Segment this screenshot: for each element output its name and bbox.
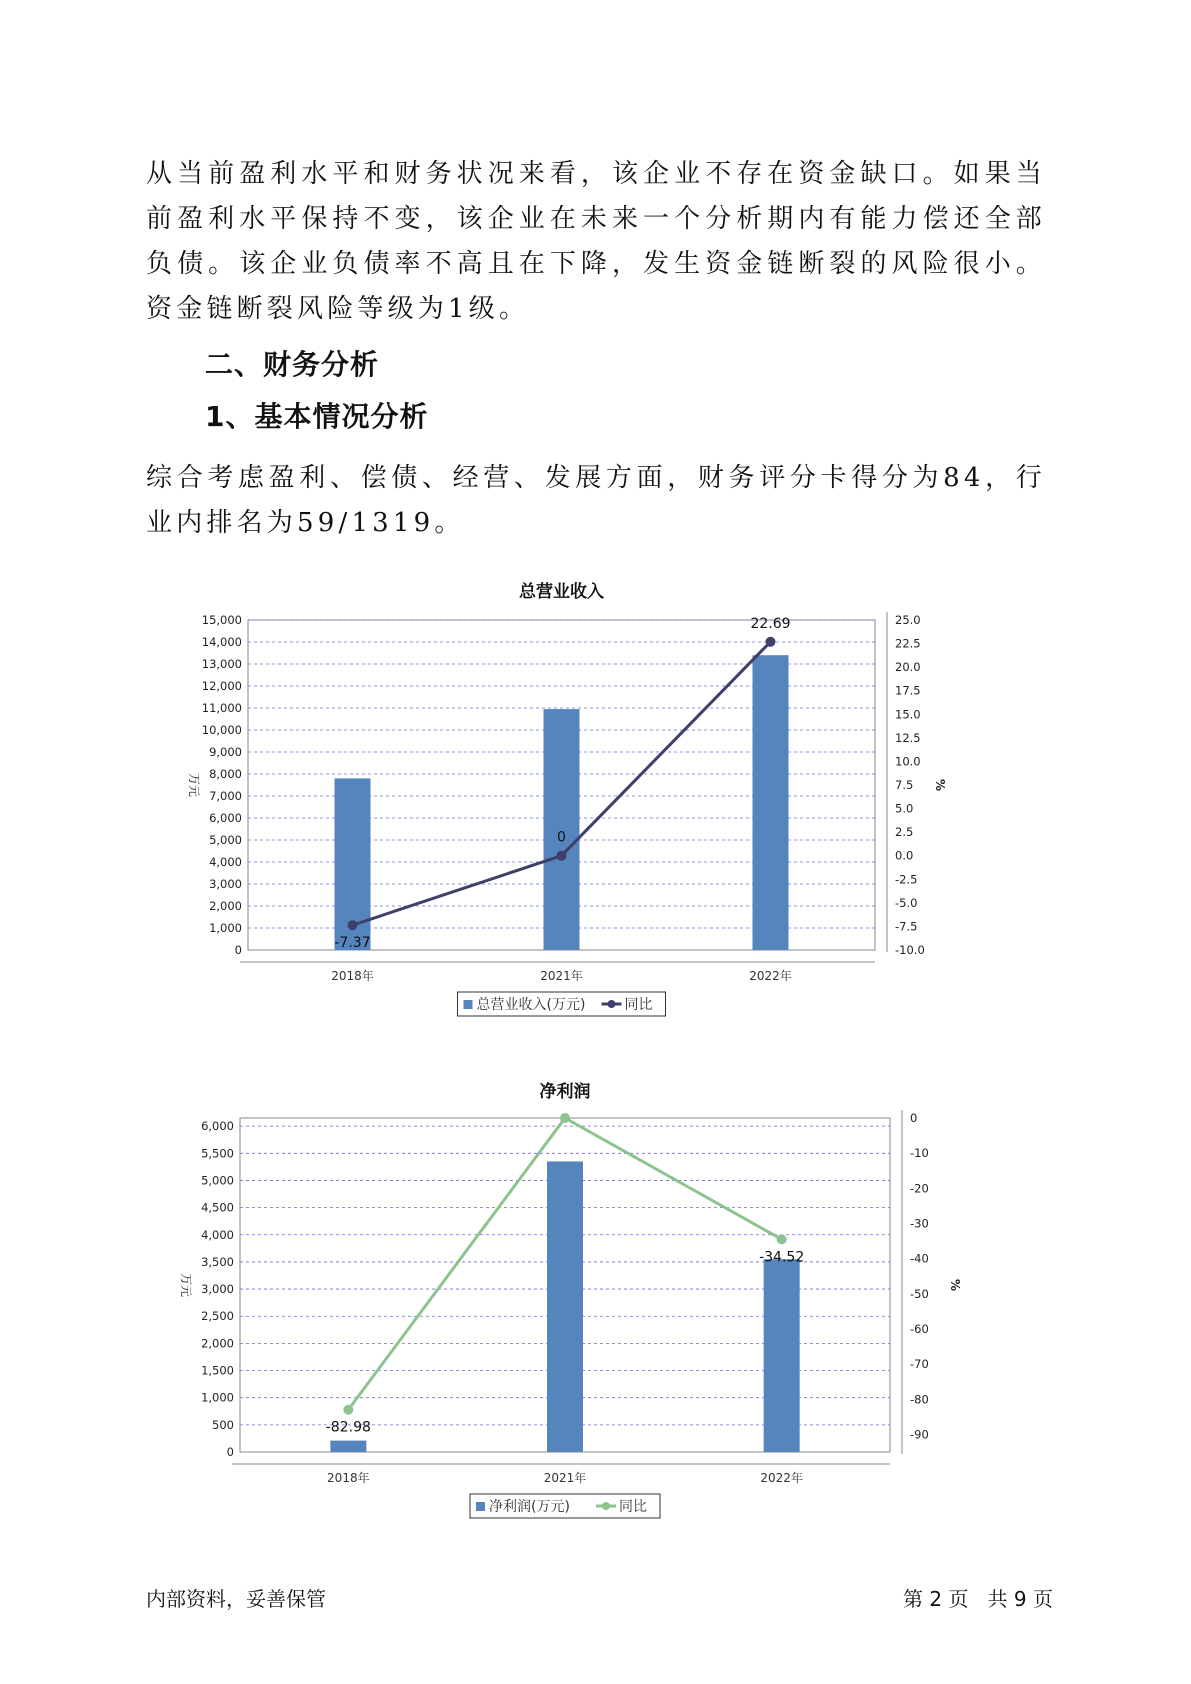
legend-bar-swatch [476,1502,485,1511]
y-tick-label: 2,500 [201,1309,234,1324]
y-tick-label: 2,000 [209,899,242,913]
bar [547,1161,583,1452]
y-tick-label: 3,000 [201,1282,234,1297]
y-tick-label: 3,500 [201,1254,234,1269]
legend-line-label: 同比 [619,1499,647,1515]
x-tick-label: 2018年 [331,969,374,983]
legend-line-label: 同比 [624,997,653,1013]
y2-tick-label: -60 [910,1321,929,1336]
data-label: -82.98 [325,1419,371,1436]
y2-axis-label: % [948,1278,962,1292]
legend-line-marker [602,1502,610,1510]
yoy-point [348,920,358,930]
y-tick-label: 11,000 [201,701,242,715]
x-tick-label: 2022年 [760,1471,803,1485]
y-tick-label: 6,000 [201,1119,234,1134]
y-tick-label: 1,000 [201,1390,234,1405]
y-tick-label: 5,000 [201,1173,234,1188]
y-tick-label: 4,500 [201,1200,234,1215]
x-tick-label: 2018年 [327,1471,370,1485]
legend-bar-swatch [464,1000,473,1009]
bar [753,655,789,950]
y2-tick-label: -7.5 [895,919,918,934]
y-tick-label: 0 [226,1445,234,1459]
y2-tick-label: 7.5 [895,778,914,792]
y-tick-label: 1,500 [201,1363,234,1378]
y2-tick-label: -50 [910,1286,929,1301]
y2-tick-label: 22.5 [895,636,921,651]
footer-confidential: 内部资料，妥善保管 [146,1587,326,1611]
x-tick-label: 2022年 [749,969,792,983]
y2-tick-label: 20.0 [895,660,921,675]
y2-tick-label: 10.0 [895,754,921,769]
y-tick-label: 8,000 [209,767,242,781]
y-tick-label: 9,000 [209,745,242,759]
y-tick-label: 3,000 [209,877,242,891]
chart-title: 总营业收入 [519,582,604,602]
bar [764,1259,800,1452]
subsection-heading: 1、基本情况分析 [205,400,429,433]
paragraph-cash-risk: 从当前盈利水平和财务状况来看，该企业不存在资金缺口。如果当前盈利水平保持不变，该企业在未来一个分析期内有能力偿还全部负债。该企业负债率不高且在下降，发生资金链断裂的风险很小。资金链断裂风险等级为1级。 [146,159,1046,324]
y2-tick-label: -40 [910,1251,929,1266]
y-tick-label: 10,000 [201,723,242,737]
y-tick-label: 6,000 [209,811,242,825]
y2-tick-label: -10 [910,1146,929,1161]
y-tick-label: 5,500 [201,1146,234,1161]
paragraph-score: 综合考虑盈利、偿债、经营、发展方面，财务评分卡得分为84，行业内排名为59/1319。 [146,463,1046,538]
y2-tick-label: -90 [910,1427,929,1442]
data-label: -7.37 [334,935,371,952]
legend-line-marker [608,1000,616,1008]
y-tick-label: 2,000 [201,1336,234,1351]
y2-tick-label: 17.5 [895,683,921,698]
y2-tick-label: 5.0 [895,801,914,816]
revenue-chart [170,570,1050,1030]
y-tick-label: 4,000 [209,855,242,869]
footer-page-number: 第 2 页 共 9 页 [903,1587,1053,1611]
y2-tick-label: -2.5 [895,872,918,887]
y2-tick-label: 15.0 [895,707,921,722]
bar [330,1441,366,1452]
y-tick-label: 5,000 [209,833,242,847]
x-tick-label: 2021年 [543,1471,587,1485]
x-tick-label: 2021年 [540,969,583,983]
y2-tick-label: 25.0 [895,613,921,627]
y2-tick-label: -10.0 [895,943,925,957]
yoy-point [557,851,567,861]
yoy-point [343,1405,353,1415]
y-tick-label: 500 [212,1417,234,1432]
y-axis-label: 万元 [187,772,201,798]
y2-tick-label: 2.5 [895,825,914,840]
y-tick-label: 0 [234,943,242,957]
y-tick-label: 15,000 [201,613,242,627]
y-tick-label: 14,000 [201,635,242,649]
y2-tick-label: -20 [910,1181,929,1196]
net-profit-chart [170,1070,1050,1530]
yoy-point [777,1234,787,1244]
y-tick-label: 4,000 [201,1227,234,1242]
y-axis-label: 万元 [179,1272,193,1298]
y2-tick-label: -80 [910,1392,929,1407]
y2-tick-label: -70 [910,1357,929,1372]
y-tick-label: 7,000 [209,789,242,803]
yoy-point [560,1113,570,1123]
section-heading: 二、财务分析 [205,348,380,381]
data-label: 0 [557,829,566,846]
y2-tick-label: 12.5 [895,730,921,745]
y-tick-label: 1,000 [209,921,242,935]
yoy-point [766,637,776,647]
y2-tick-label: -30 [910,1216,929,1231]
y-tick-label: 12,000 [201,679,242,693]
y2-axis-label: % [933,778,947,792]
y-tick-label: 13,000 [201,657,242,671]
legend-bar-label: 净利润(万元) [489,1499,570,1515]
data-label: 22.69 [750,615,791,632]
y2-tick-label: -5.0 [895,895,918,910]
y2-tick-label: 0 [910,1111,918,1125]
data-label: -34.52 [759,1249,805,1266]
legend-bar-label: 总营业收入(万元) [476,997,586,1013]
chart-title: 净利润 [539,1082,591,1102]
y2-tick-label: 0.0 [895,848,914,863]
